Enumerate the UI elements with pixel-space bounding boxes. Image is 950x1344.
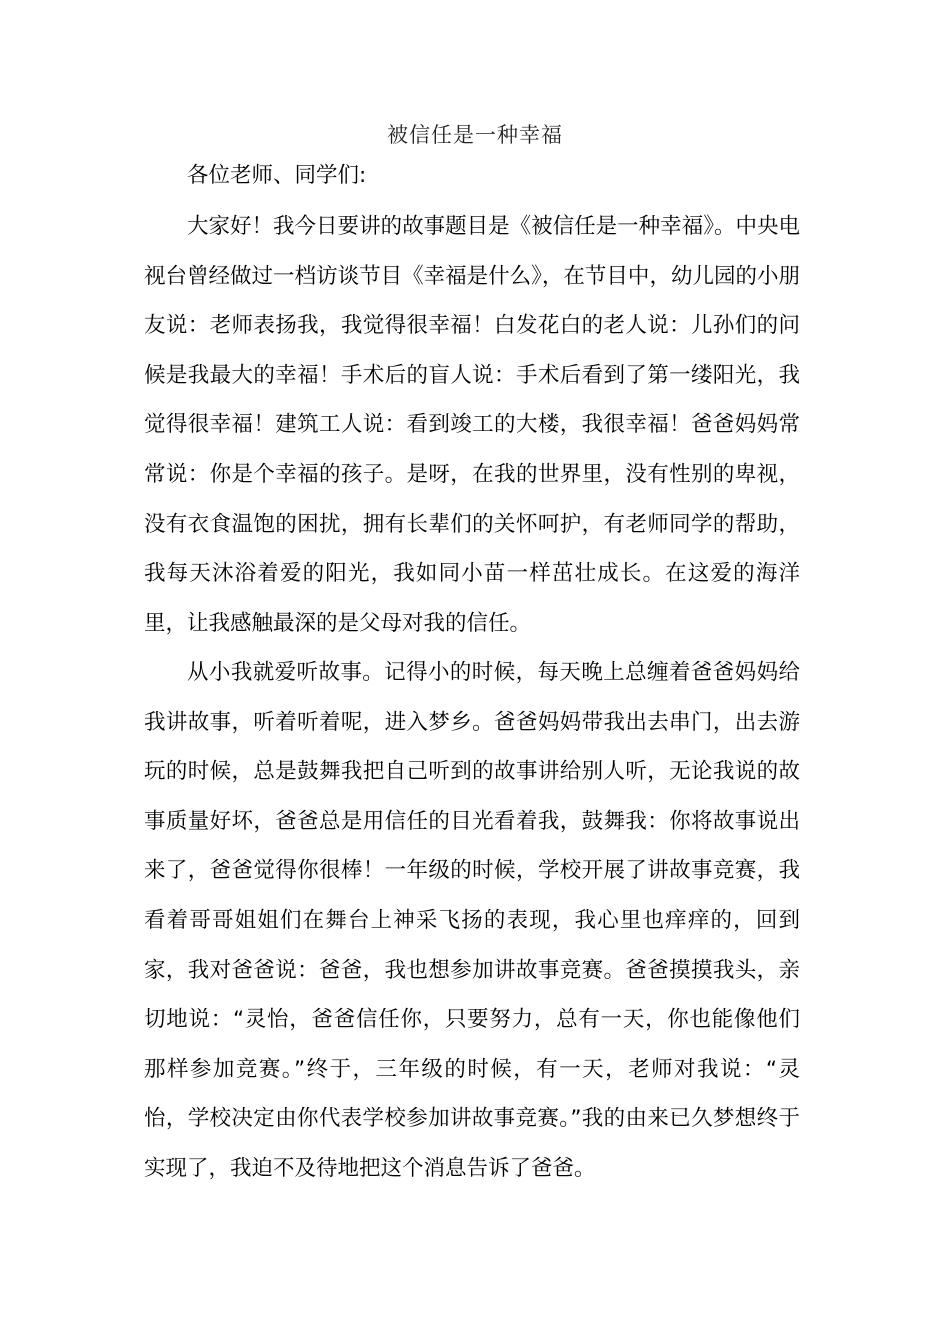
paragraph-2: 从小我就爱听故事。记得小的时候，每天晚上总缠着爸爸妈妈给我讲故事，听着听着呢，进入梦乡。爸爸妈妈带我出去串门，出去游玩的时候，总是鼓舞我把自己听到的故事讲给别人听，无论我说的故事质量好坏，爸爸总是用信任的目光看着我，鼓舞我：你将故事说出来了，爸爸觉得你很棒！一年级的时候，学校开展了讲故事竞赛，我看着哥哥姐姐们在舞台上神采飞扬的表现，我心里也痒痒的，回到家，我对爸爸说：爸爸，我也想参加讲故事竞赛。爸爸摸摸我头，亲切地说：“灵怡，爸爸信任你，只要努力，总有一天，你也能像他们那样参加竞赛。”终于，三年级的时候，有一天，老师对我说：“灵怡，学校决定由你代表学校参加讲故事竞赛。”我的由来已久梦想终于实现了，我迫不及待地把这个消息告诉了爸爸。	[144, 660, 800, 1181]
document-title: 被信任是一种幸福	[387, 123, 563, 147]
paragraph-1: 大家好！我今日要讲的故事题目是《被信任是一种幸福》。中央电视台曾经做过一档访谈节目《幸福是什么》，在节目中，幼儿园的小朋友说：老师表扬我，我觉得很幸福！白发花白的老人说：儿孙们的问候是我最大的幸福！手术后的盲人说：手术后看到了第一缕阳光，我觉得很幸福！建筑工人说：看到竣工的大楼，我很幸福！爸爸妈妈常常说：你是个幸福的孩子。是呀，在我的世界里，没有性别的卑视，没有衣食温饱的困扰，拥有长辈们的关怀呵护，有老师同学的帮助，我每天沐浴着爱的阳光，我如同小苗一样茁壮成长。在这爱的海洋里，让我感触最深的是父母对我的信任。	[144, 214, 800, 636]
greeting-line: 各位老师、同学们:	[187, 163, 367, 188]
